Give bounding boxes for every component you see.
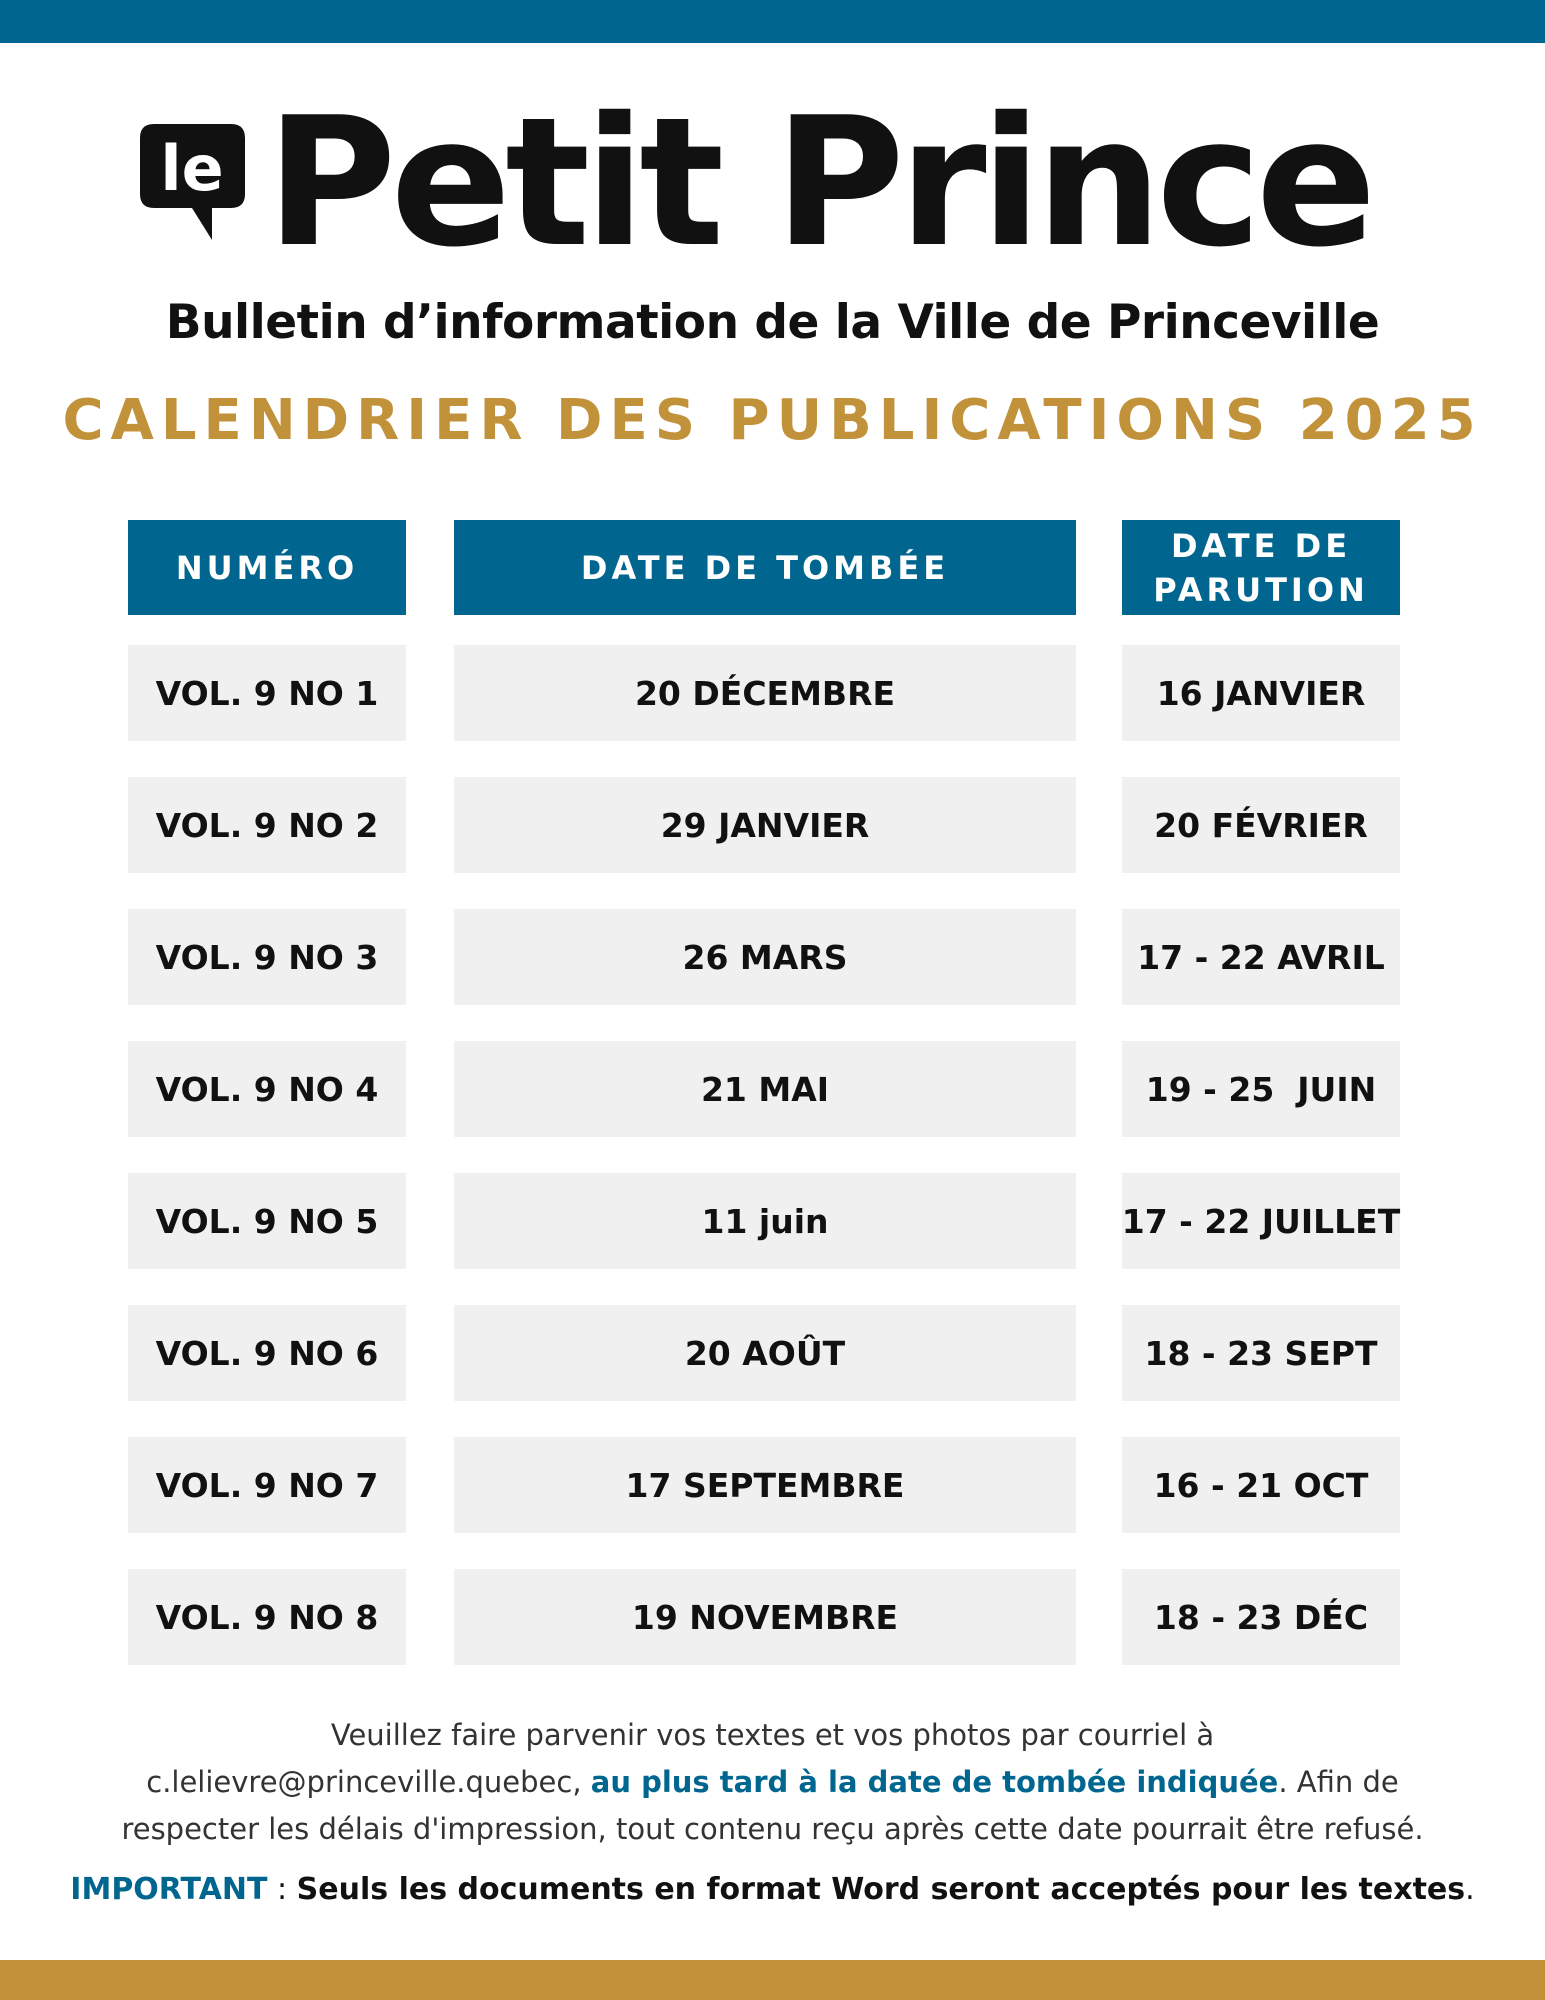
notice-text-part2: . Afin de respecter les délais d'impression, tout contenu reçu après cette date pourrait être refusé. <box>121 1765 1424 1846</box>
cell-date-parution: 20 FÉVRIER <box>1122 777 1400 873</box>
column-header-date-tombee: DATE DE TOMBÉE <box>454 520 1076 615</box>
cell-numero: VOL. 9 NO 1 <box>128 645 406 741</box>
table-row <box>0 1173 1545 1269</box>
notice-deadline-highlight: au plus tard à la date de tombée indiquée <box>590 1765 1279 1799</box>
logo-badge-text: le <box>160 132 224 205</box>
table-row <box>0 1305 1545 1401</box>
table-row <box>0 777 1545 873</box>
cell-date-parution: 17 - 22 JUILLET <box>1122 1173 1400 1269</box>
cell-date-parution: 16 - 21 OCT <box>1122 1437 1400 1533</box>
table-row <box>0 645 1545 741</box>
table-row <box>0 1569 1545 1665</box>
cell-date-parution: 18 - 23 SEPT <box>1122 1305 1400 1401</box>
notice-text-part1: Veuillez faire parvenir vos textes et vos photos par courriel à c.lelievre@princeville.quebec, <box>146 1718 1215 1799</box>
masthead <box>140 79 1410 286</box>
table-row <box>0 909 1545 1005</box>
cell-date-parution: 18 - 23 DÉC <box>1122 1569 1400 1665</box>
important-label: IMPORTANT <box>70 1872 268 1907</box>
cell-numero: VOL. 9 NO 3 <box>128 909 406 1005</box>
cell-date-tombee: 11 juin <box>454 1173 1076 1269</box>
submission-notice <box>120 1712 1425 1853</box>
important-note <box>0 1872 1545 1907</box>
column-header-numero: NUMÉRO <box>128 520 406 615</box>
important-separator: : <box>267 1872 297 1907</box>
table-row <box>0 1041 1545 1137</box>
top-color-bar <box>0 0 1545 43</box>
cell-numero: VOL. 9 NO 6 <box>128 1305 406 1401</box>
cell-date-tombee: 20 DÉCEMBRE <box>454 645 1076 741</box>
important-text: Seuls les documents en format Word seront acceptés pour les textes <box>296 1872 1466 1907</box>
cell-date-tombee: 19 NOVEMBRE <box>454 1569 1076 1665</box>
table-row <box>0 1437 1545 1533</box>
cell-numero: VOL. 9 NO 2 <box>128 777 406 873</box>
calendar-title: CALENDRIER DES PUBLICATIONS 2025 <box>62 388 1483 453</box>
cell-date-tombee: 21 MAI <box>454 1041 1076 1137</box>
cell-date-tombee: 17 SEPTEMBRE <box>454 1437 1076 1533</box>
cell-numero: VOL. 9 NO 5 <box>128 1173 406 1269</box>
cell-numero: VOL. 9 NO 8 <box>128 1569 406 1665</box>
cell-date-tombee: 26 MARS <box>454 909 1076 1005</box>
cell-date-tombee: 29 JANVIER <box>454 777 1076 873</box>
cell-date-parution: 17 - 22 AVRIL <box>1122 909 1400 1005</box>
cell-date-parution: 16 JANVIER <box>1122 645 1400 741</box>
publication-title: Petit Prince <box>266 79 1371 286</box>
bottom-color-bar <box>0 1960 1545 2000</box>
column-header-date-parution <box>1122 520 1400 615</box>
speech-bubble-logo-icon <box>140 124 245 256</box>
cell-numero: VOL. 9 NO 7 <box>128 1437 406 1533</box>
publication-subtitle: Bulletin d’information de la Ville de Princeville <box>165 295 1380 350</box>
important-end: . <box>1465 1872 1475 1907</box>
cell-date-tombee: 20 AOÛT <box>454 1305 1076 1401</box>
cell-numero: VOL. 9 NO 4 <box>128 1041 406 1137</box>
cell-date-parution: 19 - 25 JUIN <box>1122 1041 1400 1137</box>
column-header-date-parution-text: DATE DE PARUTION <box>1153 526 1369 609</box>
